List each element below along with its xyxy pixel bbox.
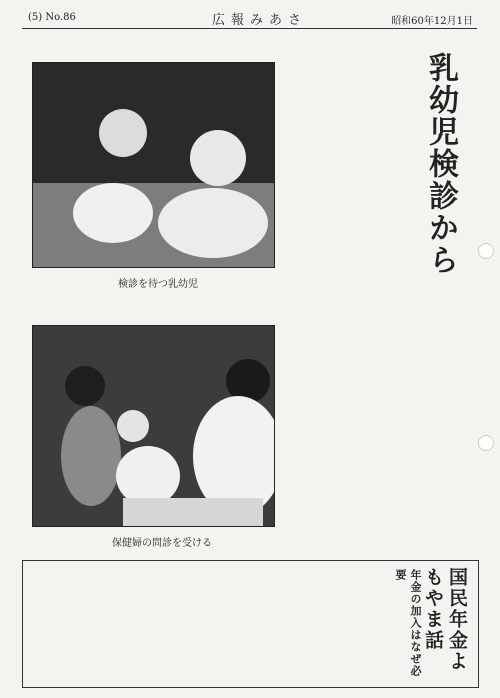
photo1-caption: 検診を待つ乳幼児 bbox=[118, 279, 198, 290]
article-text-bottom bbox=[282, 325, 477, 525]
binder-hole-1 bbox=[478, 243, 494, 259]
issue-date: 昭和60年12月1日 bbox=[391, 16, 473, 27]
pension-text bbox=[29, 567, 384, 681]
photo-infants bbox=[32, 62, 275, 268]
binder-hole-2 bbox=[478, 435, 494, 451]
infants-illustration bbox=[33, 63, 274, 267]
pension-title: 国民年金よもやま話 bbox=[422, 567, 468, 672]
publication-title: 広報みあさ bbox=[212, 13, 308, 28]
article-headline: 乳幼児検診から bbox=[423, 52, 458, 276]
pension-subtitle: 年金の加入はなぜ必要 bbox=[394, 569, 422, 677]
consultation-illustration bbox=[33, 326, 274, 526]
pension-box bbox=[22, 560, 479, 688]
page-number bbox=[28, 12, 76, 23]
article-text-top bbox=[282, 52, 410, 320]
issue-number: No.86 bbox=[45, 12, 76, 23]
header-rule bbox=[22, 28, 477, 29]
photo2-caption: 保健婦の問診を受ける bbox=[112, 538, 212, 549]
page-header bbox=[22, 6, 477, 28]
page-number-text: (5) bbox=[28, 12, 43, 23]
photo-consultation bbox=[32, 325, 275, 527]
